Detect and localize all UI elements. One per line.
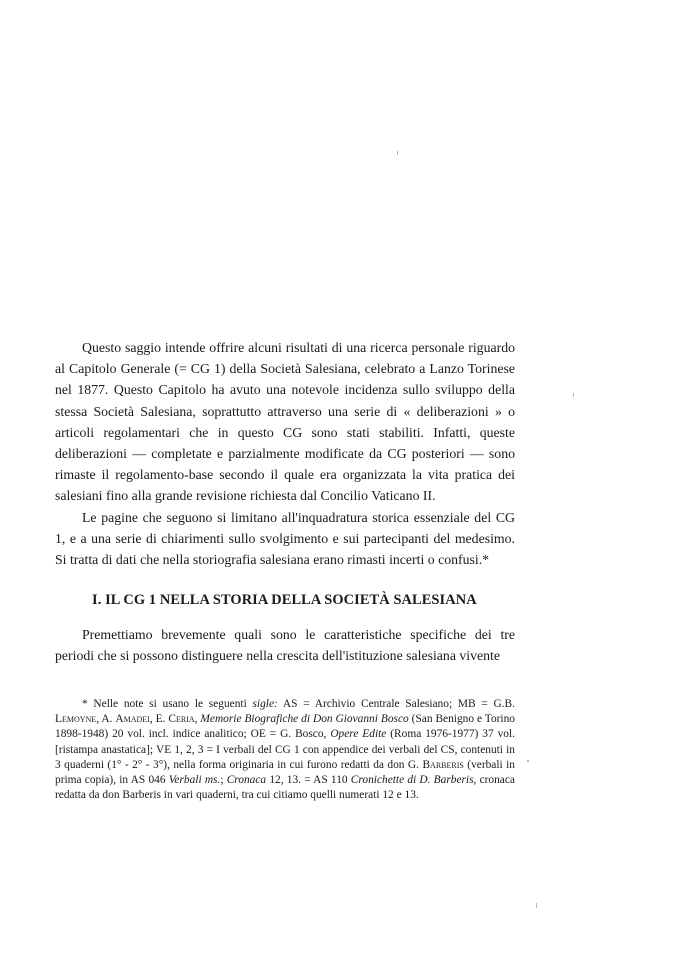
footnote-paragraph xyxy=(55,697,515,803)
work-title: Opere Edite xyxy=(330,728,387,741)
work-title: Memorie Biografiche di Don Giovanni Bosco xyxy=(200,713,409,726)
footnote-text: , cronaca redatta da don Barberis in vari quaderni, tra cui citiamo quelli numerati 12 e 13. xyxy=(55,774,515,802)
footnote-sigle-label: sigle: xyxy=(252,698,278,710)
author-name: Barberis xyxy=(422,758,464,771)
footnote-text: ; xyxy=(220,774,227,787)
scan-speck xyxy=(397,151,398,155)
footnote-text: 12, 13. = AS 110 xyxy=(266,774,351,787)
footnote-text: * Nelle note si usano le seguenti xyxy=(82,698,253,710)
footnote-text: AS = Archivio Centrale Salesiano; MB = G.B. xyxy=(277,698,515,710)
paragraph-scope: Le pagine che seguono si limitano all'inquadratura storica essenziale del CG 1, e a una serie di chiarimenti sullo svolgimento e sui partecipanti del medesimo. Si tratta di dati che nella storiografia salesiana erano rimasti incerti o confusi.* xyxy=(55,509,515,568)
author-name: Ceria xyxy=(168,713,195,726)
author-name: Amadei xyxy=(115,713,150,726)
scan-speck xyxy=(527,760,529,762)
footnote-text: , A. xyxy=(96,713,116,726)
scan-speck xyxy=(573,393,574,397)
footnote-text: (San Benigno e Torino 1898-1948) 20 vol. incl. indice analitico; OE = G. Bosco, xyxy=(55,713,515,741)
work-title: Verbali ms. xyxy=(168,774,221,787)
section-heading: I. IL CG 1 NELLA STORIA DELLA SOCIETÀ SALESIANA xyxy=(92,592,477,608)
work-title: Cronaca xyxy=(226,774,267,787)
scan-speck xyxy=(536,903,537,908)
footnote-text: , E. xyxy=(149,713,169,726)
work-title: Cronichette di D. Barberis xyxy=(350,774,474,787)
body-text xyxy=(55,337,515,570)
footnote-text: , xyxy=(194,713,201,726)
section-intro xyxy=(55,624,515,666)
footnote xyxy=(55,697,515,803)
paragraph-intro: Questo saggio intende offrire alcuni risultati di una ricerca personale riguardo al Capitolo Generale (= CG 1) della Società Salesiana, celebrato a Lanzo Torinese nel 1877. Questo Capitolo ha avuto una notevole incidenza sullo sviluppo della stessa Società Salesiana, soprattutto attraverso una serie di « deliberazioni » o articoli regolamentari che in questo CG sono stati stabiliti. Infatti, queste deliberazioni — completate e parzialmente modificate da CG posteriori — sono rimaste il regolamento-base secondo il quale era organizzata la vita pratica dei salesiani fino alla grande revisione richiesta dal Concilio Vaticano II. xyxy=(55,340,515,504)
author-name: Lemoyne xyxy=(55,713,97,726)
section-intro-paragraph: Premettiamo brevemente quali sono le caratteristiche specifiche dei tre periodi che si possono distinguere nella crescita dell'istituzione salesiana vivente xyxy=(55,627,515,664)
footnote-text: (verbali in prima copia), in AS 046 xyxy=(55,758,515,787)
footnote-text: (Roma 1976-1977) 37 vol. [ristampa anastatica]; VE 1, 2, 3 = I verbali del CG 1 con appendice dei verbali del CS, contenuti in 3 quaderni (1° - 2° - 3°), nella forma originaria in cui furono redatti da don G. xyxy=(55,728,515,771)
